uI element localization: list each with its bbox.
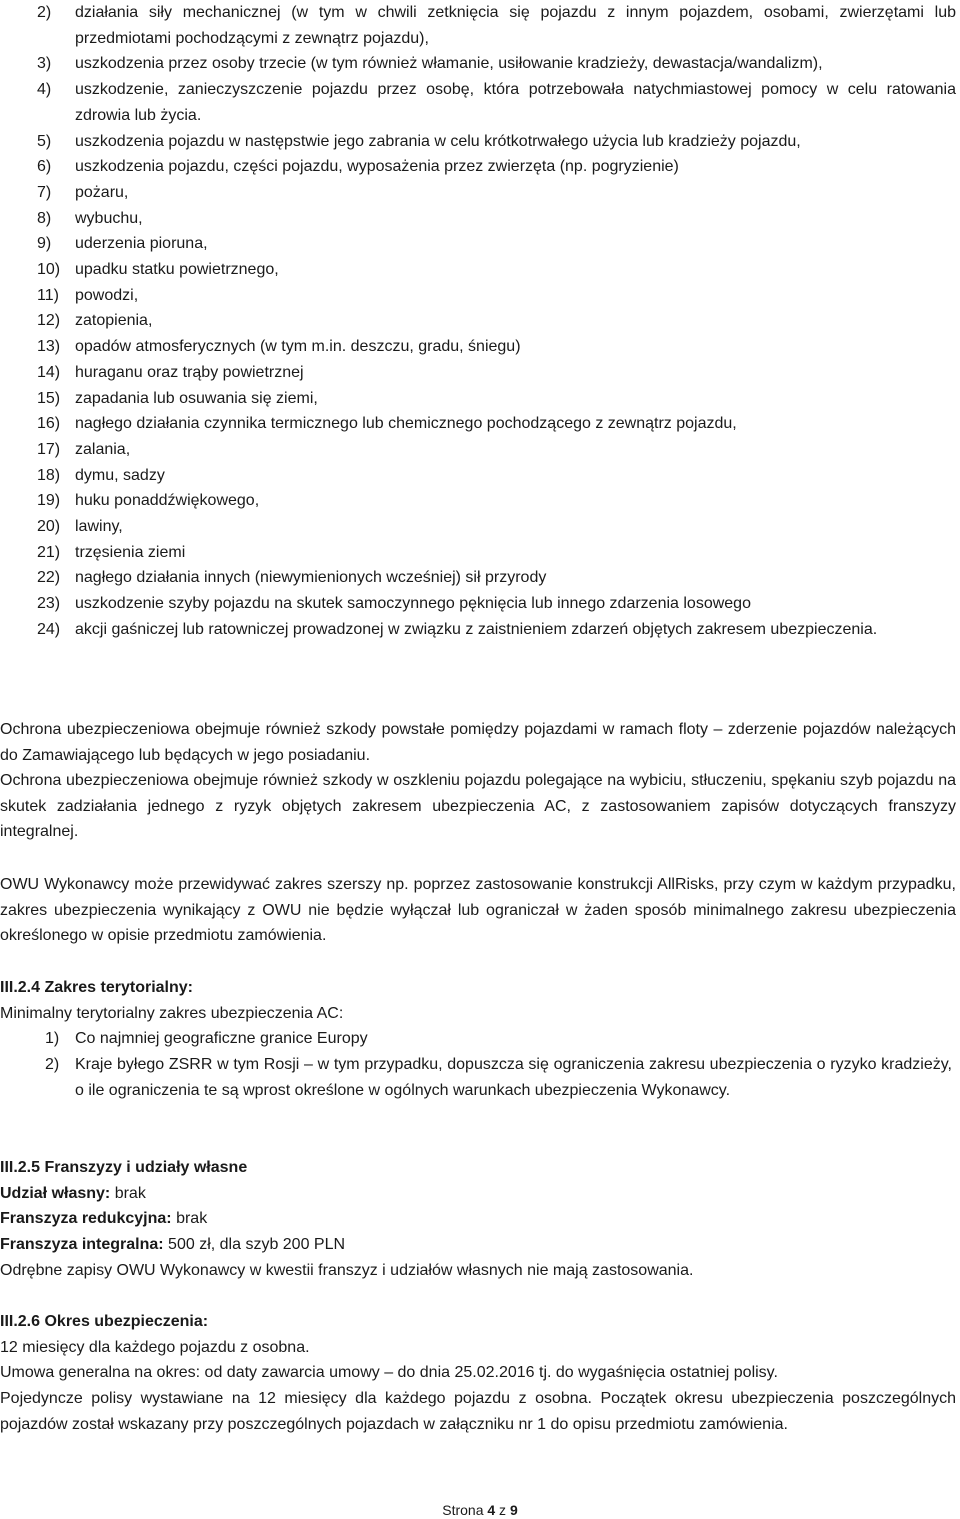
- list-item-number: 24): [37, 620, 61, 638]
- list-item-number: 19): [37, 492, 61, 510]
- list-item-number: 4): [37, 81, 52, 99]
- list-item-text: akcji gaśniczej lub ratowniczej prowadzonej w związku z zaistnieniem zdarzeń objętych zakresem ubezpieczenia.: [75, 620, 878, 638]
- list-item-text: pożaru,: [75, 183, 129, 201]
- period-line: 12 miesięcy dla każdego pojazdu z osobna.: [0, 1338, 310, 1356]
- list-item-text: huraganu oraz trąby powietrznej: [75, 363, 304, 381]
- deductible-value: brak: [110, 1184, 146, 1202]
- list-item-number: 15): [37, 389, 61, 407]
- list-item: [0, 437, 960, 463]
- list-item-text: zalania,: [75, 440, 131, 458]
- list-item: [0, 463, 960, 489]
- list-item-text: opadów atmosferycznych (w tym m.in. deszczu, gradu, śniegu): [75, 338, 521, 356]
- deductible-label: Franszyza integralna:: [0, 1236, 164, 1254]
- list-item: [0, 591, 960, 617]
- list-item-number: 3): [37, 55, 52, 73]
- footer-mid: z: [495, 1502, 510, 1518]
- deductible-row: [0, 1181, 956, 1207]
- list-item-text: uszkodzenia pojazdu, części pojazdu, wyposażenia przez zwierzęta (np. pogryzienie): [75, 158, 679, 176]
- list-item-text: działania siły mechanicznej (w tym w chwili zetknięcia się pojazdu z innym pojazdem, osobami, zwierzętami lub przedmiotami pochodzącymi z zewnątrz pojazdu),: [75, 4, 956, 47]
- list-item-number: 1): [45, 1030, 60, 1048]
- list-item-text: Co najmniej geograficzne granice Europy: [75, 1030, 368, 1048]
- deductible-row: [0, 1232, 956, 1258]
- list-item: [0, 154, 960, 180]
- list-item-number: 11): [37, 286, 59, 304]
- deductible-label: Franszyza redukcyjna:: [0, 1210, 172, 1228]
- list-item-text: zapadania lub osuwania się ziemi,: [75, 389, 318, 407]
- risk-list: [0, 0, 960, 643]
- list-item: [0, 386, 960, 412]
- footer-total-pages: 9: [509, 1502, 518, 1518]
- footer-prefix: Strona: [442, 1502, 488, 1518]
- list-item-number: 2): [37, 4, 52, 21]
- paragraph-glass-damage: Ochrona ubezpieczeniowa obejmuje również szkody w oszkleniu pojazdu polegające na wybiciu, stłuczeniu, spękaniu szyb pojazdu na skutek zadziałania jednego z ryzyk objętych zakresem ubezpieczenia AC, z zastosowaniem zapisów dotyczących franszyzy integralnej.: [0, 772, 956, 841]
- section-heading: III.2.5 Franszyzy i udziały własne: [0, 1159, 248, 1176]
- list-item-text: nagłego działania innych (niewymienionych wcześniej) sił przyrody: [75, 569, 547, 587]
- list-item: [0, 360, 960, 386]
- list-item-number: 21): [37, 543, 61, 561]
- list-item-number: 2): [45, 1056, 60, 1074]
- list-item-text: powodzi,: [75, 286, 139, 304]
- list-item-text: zatopienia,: [75, 312, 153, 330]
- list-item-number: 17): [37, 440, 61, 458]
- list-item-text: Kraje byłego ZSRR w tym Rosji – w tym przypadku, dopuszcza się ograniczenia zakresu ubezpieczenia o ryzyko kradzieży, o ile ograniczenia te są wprost określone w ogólnych warunkach ubezpieczenia Wykonawcy.: [75, 1056, 952, 1099]
- section-heading: III.2.6 Okres ubezpieczenia:: [0, 1313, 209, 1330]
- list-item-text: uszkodzenia pojazdu w następstwie jego zabrania w celu krótkotrwałego użycia lub kradzieży pojazdu,: [75, 132, 801, 150]
- paragraph-fleet-collision: Ochrona ubezpieczeniowa obejmuje również szkody powstałe pomiędzy pojazdami w ramach floty – zderzenie pojazdów należących do Zamawiającego lub będących w jego posiadaniu.: [0, 721, 956, 764]
- period-paragraph: Pojedyncze polisy wystawiane na 12 miesięcy dla każdego pojazdu z osobna. Początek okresu ubezpieczenia poszczególnych pojazdów został wskazany przy poszczególnych pojazdach w załączniku nr 1 do opisu przedmiotu zamówienia.: [0, 1390, 956, 1433]
- list-item: [0, 334, 960, 360]
- territory-list: [0, 1026, 956, 1103]
- list-item: [0, 617, 960, 643]
- list-item-number: 22): [37, 569, 61, 587]
- list-item-number: 8): [37, 209, 52, 227]
- list-item: [0, 231, 960, 257]
- list-item: [0, 0, 960, 51]
- paragraph-owu-scope: OWU Wykonawcy może przewidywać zakres szerszy np. poprzez zastosowanie konstrukcji AllRisks, przy czym w każdym przypadku, zakres ubezpieczenia wynikający z OWU nie będzie wyłączał lub ograniczał w żaden sposób minimalnego zakresu ubezpieczenia określonego w opisie przedmiotu zamówienia.: [0, 876, 956, 945]
- list-item-number: 12): [37, 312, 61, 330]
- deductible-row: [0, 1206, 956, 1232]
- list-item: [0, 51, 960, 77]
- list-item: [0, 180, 960, 206]
- list-item-text: upadku statku powietrznego,: [75, 261, 279, 279]
- list-item-text: lawiny,: [75, 518, 123, 536]
- list-item-number: 5): [37, 132, 52, 150]
- page-footer: [0, 1502, 960, 1518]
- section-intro: Minimalny terytorialny zakres ubezpieczenia AC:: [0, 1004, 344, 1022]
- list-item-number: 7): [37, 183, 52, 201]
- list-item: [0, 565, 960, 591]
- list-item-text: uderzenia pioruna,: [75, 235, 208, 253]
- list-item-text: uszkodzenie, zanieczyszczenie pojazdu przez osobę, która potrzebowała natychmiastowej pomocy w celu ratowania zdrowia lub życia.: [75, 81, 956, 124]
- list-item-text: trzęsienia ziemi: [75, 543, 186, 561]
- list-item: [0, 411, 960, 437]
- list-item-text: nagłego działania czynnika termicznego lub chemicznego pochodzącego z zewnątrz pojazdu,: [75, 415, 737, 433]
- list-item-number: 23): [37, 595, 61, 613]
- list-item-text: uszkodzenia przez osoby trzecie (w tym również włamanie, usiłowanie kradzieży, dewastacja/wandalizm),: [75, 55, 823, 73]
- section-insurance-period: [0, 1309, 956, 1438]
- section-territorial-scope: [0, 975, 956, 1104]
- list-item: [0, 129, 960, 155]
- list-item-number: 14): [37, 363, 61, 381]
- footer-page-number: 4: [487, 1502, 496, 1518]
- list-item-number: 16): [37, 415, 61, 433]
- deductible-value: brak: [171, 1210, 208, 1228]
- list-item-number: 10): [37, 261, 61, 279]
- list-item: [0, 1052, 956, 1103]
- section-heading: III.2.4 Zakres terytorialny:: [0, 979, 193, 996]
- section-deductibles: [0, 1155, 956, 1284]
- list-item-number: 9): [37, 235, 52, 253]
- list-item: [0, 206, 960, 232]
- list-item: [0, 1026, 956, 1052]
- deductible-rows: [0, 1181, 956, 1258]
- list-item-text: uszkodzenie szyby pojazdu na skutek samoczynnego pęknięcia lub innego zdarzenia losowego: [75, 595, 751, 613]
- deductible-label: Udział własny:: [0, 1184, 111, 1202]
- period-line: Umowa generalna na okres: od daty zawarcia umowy – do dnia 25.02.2016 tj. do wygaśnięcia ostatniej polisy.: [0, 1364, 778, 1382]
- deductible-value: 500 zł, dla szyb 200 PLN: [163, 1236, 346, 1254]
- list-item: [0, 308, 960, 334]
- list-item: [0, 514, 960, 540]
- list-item-number: 13): [37, 338, 61, 356]
- list-item: [0, 77, 960, 128]
- deductible-note: Odrębne zapisy OWU Wykonawcy w kwestii franszyz i udziałów własnych nie mają zastosowania.: [0, 1261, 694, 1279]
- list-item-text: dymu, sadzy: [75, 466, 165, 484]
- list-item-text: wybuchu,: [75, 209, 143, 227]
- list-item-text: huku ponaddźwiękowego,: [75, 492, 260, 510]
- list-item-number: 18): [37, 466, 61, 484]
- list-item: [0, 540, 960, 566]
- list-item-number: 20): [37, 518, 61, 536]
- list-item: [0, 257, 960, 283]
- list-item: [0, 283, 960, 309]
- list-item-number: 6): [37, 158, 52, 176]
- list-item: [0, 488, 960, 514]
